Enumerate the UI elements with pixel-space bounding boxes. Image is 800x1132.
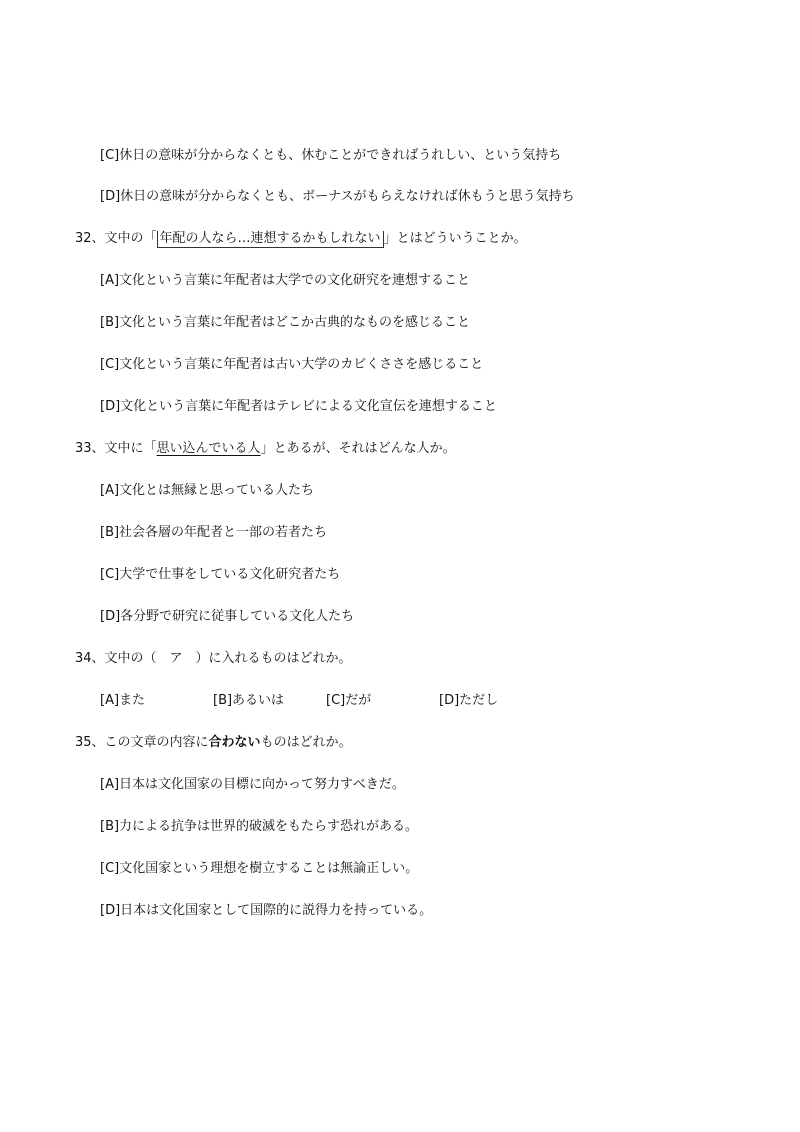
q35-emphasis: 合わない — [208, 735, 261, 750]
q35-prefix: 35、この文章の内容に — [75, 735, 209, 750]
q32-prefix: 32、文中の「 — [75, 231, 157, 246]
q34-option-c: [C]だが — [326, 693, 372, 708]
q34-stem: 34、文中の（ ア ）に入れるものはどれか。 — [75, 651, 352, 666]
q35-stem — [75, 734, 352, 752]
q34-options-row — [0, 692, 800, 710]
q35-suffix: ものはどれか。 — [260, 735, 352, 750]
q35-option-a: [A]日本は文化国家の目標に向かって努力すべきだ。 — [100, 777, 405, 792]
q32-option-c: [C]文化という言葉に年配者は古い大学のカビくささを感じること — [100, 357, 484, 372]
q32-stem — [75, 230, 527, 248]
q32-option-d: [D]文化という言葉に年配者はテレビによる文化宣伝を連想すること — [100, 399, 497, 414]
q32-quote-underlined: 年配の人なら…連想するかもしれない — [157, 231, 384, 248]
q33-stem — [75, 440, 456, 458]
q31-option-d: [D]休日の意味が分からなくとも、ボーナスがもらえなければ休もうと思う気持ち — [100, 189, 575, 204]
q33-option-b: [B]社会各層の年配者と一部の若者たち — [100, 525, 328, 540]
q32-option-b: [B]文化という言葉に年配者はどこか古典的なものを感じること — [100, 315, 471, 330]
q33-option-c: [C]大学で仕事をしている文化研究者たち — [100, 567, 341, 582]
q35-option-c: [C]文化国家という理想を樹立することは無論正しい。 — [100, 861, 419, 876]
q35-option-d: [D]日本は文化国家として国際的に説得力を持っている。 — [100, 903, 433, 918]
q31-option-c: [C]休日の意味が分からなくとも、休むことができればうれしい、という気持ち — [100, 148, 562, 163]
q32-suffix: 」とはどういうことか。 — [383, 231, 527, 246]
q35-option-b: [B]力による抗争は世界的破滅をもたらす恐れがある。 — [100, 819, 419, 834]
q33-suffix: 」とあるが、それはどんな人か。 — [260, 441, 456, 456]
q34-option-d: [D]ただし — [439, 693, 499, 708]
q33-option-d: [D]各分野で研究に従事している文化人たち — [100, 609, 355, 624]
q32-option-a: [A]文化という言葉に年配者は大学での文化研究を連想すること — [100, 273, 471, 288]
q33-option-a: [A]文化とは無縁と思っている人たち — [100, 483, 315, 498]
q33-prefix: 33、文中に「 — [75, 441, 157, 456]
q33-quote-underlined: 思い込んでいる人 — [156, 441, 261, 456]
q34-option-a: [A]また — [100, 693, 146, 708]
q34-option-b: [B]あるいは — [213, 693, 285, 708]
